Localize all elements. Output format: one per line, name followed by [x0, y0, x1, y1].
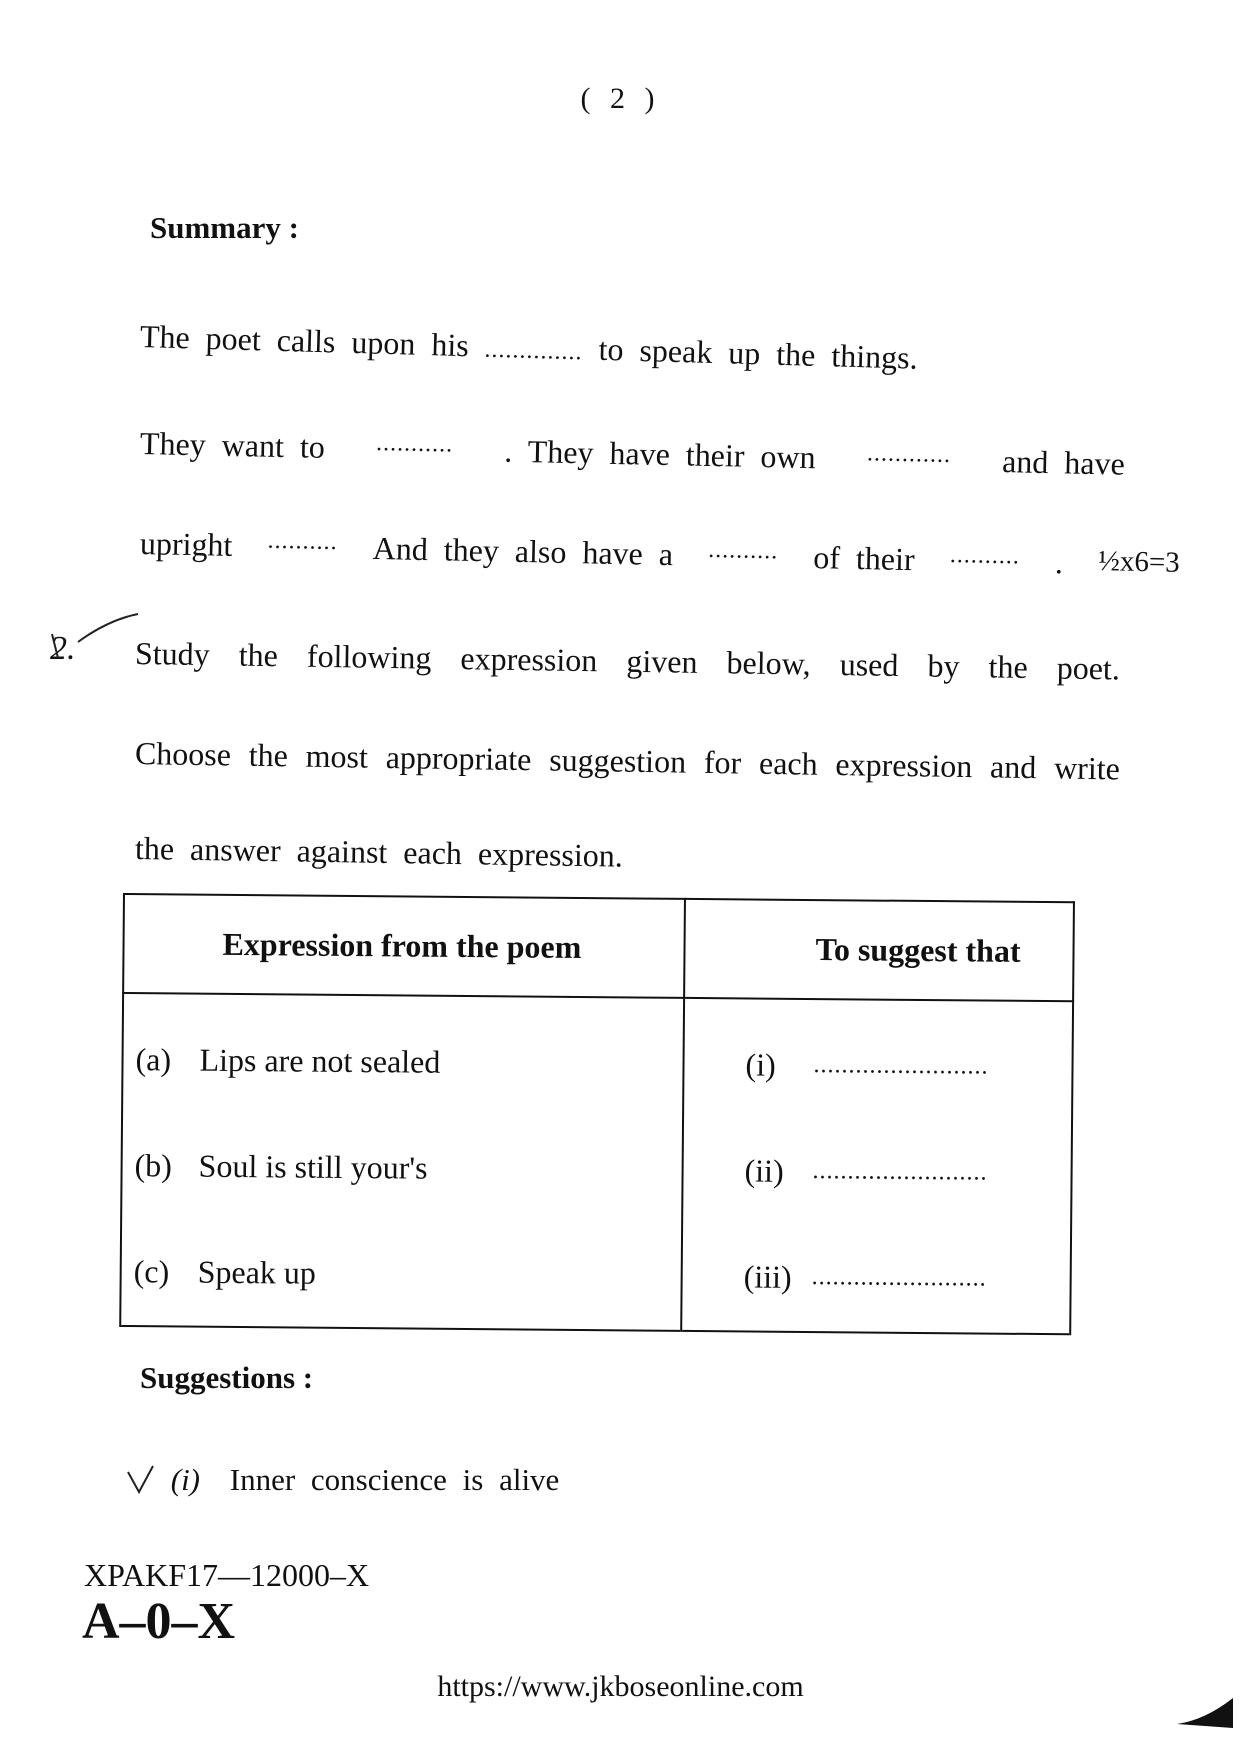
word: and: [989, 748, 1037, 786]
summary-line-1: [139, 318, 918, 377]
summary-line-3: [140, 525, 1181, 584]
summary-line-2: [140, 425, 1126, 483]
word: expression: [460, 640, 598, 679]
question-number: 2.: [50, 630, 76, 667]
table-row: [685, 1011, 1071, 1120]
marks-allocation: ½x6=3: [1097, 545, 1181, 579]
word: most: [305, 737, 369, 775]
suggestion-item: [125, 1462, 559, 1498]
word: expression: [835, 746, 973, 785]
row-marker: (a): [135, 1040, 172, 1077]
question-line-2: [135, 735, 1120, 787]
summary-text: to speak up the things.: [598, 330, 919, 376]
table-row: [683, 1223, 1069, 1332]
paper-series: A–0–X: [82, 1593, 236, 1650]
expression-table: [119, 893, 1075, 1335]
summary-heading: Summary :: [150, 210, 299, 245]
answer-number: (i): [745, 1045, 776, 1083]
expression-text: Speak up: [197, 1253, 317, 1291]
answer-number: (ii): [744, 1151, 784, 1189]
suggestion-marker: (i): [170, 1462, 201, 1497]
blank: ..........: [708, 536, 779, 565]
summary-text: of their: [812, 539, 915, 578]
expression-text: Lips are not sealed: [199, 1041, 441, 1080]
row-marker: (c): [133, 1252, 170, 1289]
blank: ..............: [484, 336, 583, 366]
header-suggest: To suggest that: [684, 899, 1074, 1001]
summary-text: The poet calls upon his: [139, 318, 470, 364]
word: the: [248, 736, 289, 774]
paper-code: XPAKF17—12000–X: [84, 1557, 370, 1593]
header-expression: Expression from the poem: [123, 894, 685, 998]
suggestion-text: Inner conscience is alive: [229, 1462, 560, 1497]
blank: ...........: [375, 429, 454, 458]
suggestion-column: [681, 998, 1073, 1334]
table-row: [135, 1006, 682, 1117]
source-url: https://www.jkboseonline.com: [437, 1670, 804, 1703]
word: used: [839, 646, 899, 683]
check-mark-icon: [48, 612, 143, 667]
word: Choose: [134, 735, 232, 773]
check-mark-icon: [125, 1464, 155, 1496]
expression-column: [120, 993, 684, 1331]
table-row: [133, 1218, 680, 1329]
table-row: [684, 1117, 1070, 1226]
suggestions-heading: Suggestions :: [140, 1360, 314, 1395]
word: following: [306, 637, 432, 676]
answer-blank: .........................: [811, 1263, 987, 1292]
word: each: [758, 744, 818, 782]
answer-blank: .........................: [812, 1157, 988, 1186]
word: Study: [134, 635, 210, 673]
table-body-row: [120, 993, 1073, 1334]
page-number: ( 2 ): [580, 82, 661, 115]
word: appropriate: [385, 738, 532, 778]
word: below,: [726, 644, 811, 682]
word: for: [703, 743, 742, 781]
answer-blank: .........................: [813, 1051, 989, 1080]
word: given: [626, 642, 698, 680]
summary-text: .: [1054, 544, 1064, 581]
table-header-row: [123, 894, 1074, 1001]
question-line-3: the answer against each expression.: [134, 830, 624, 874]
blank: ..........: [267, 527, 338, 556]
question-line-1: [135, 635, 1120, 687]
word: the: [988, 648, 1028, 686]
summary-text: They want to: [139, 425, 326, 465]
row-marker: (b): [134, 1146, 173, 1183]
word: the: [238, 636, 279, 674]
blank: ............: [866, 440, 952, 468]
word: write: [1053, 749, 1121, 787]
expression-text: Soul is still your's: [198, 1147, 428, 1186]
summary-text: upright: [139, 525, 233, 563]
summary-text: and have: [1001, 443, 1126, 482]
word: by: [927, 647, 960, 684]
summary-text: And they also have a: [372, 529, 674, 573]
blank: ..........: [949, 541, 1021, 570]
word: poet.: [1056, 649, 1121, 687]
summary-text: . They have their own: [503, 432, 817, 476]
answer-number: (iii): [743, 1257, 792, 1295]
page-corner-mark-icon: [1175, 1690, 1235, 1730]
table-row: [134, 1112, 681, 1223]
word: suggestion: [548, 741, 687, 780]
